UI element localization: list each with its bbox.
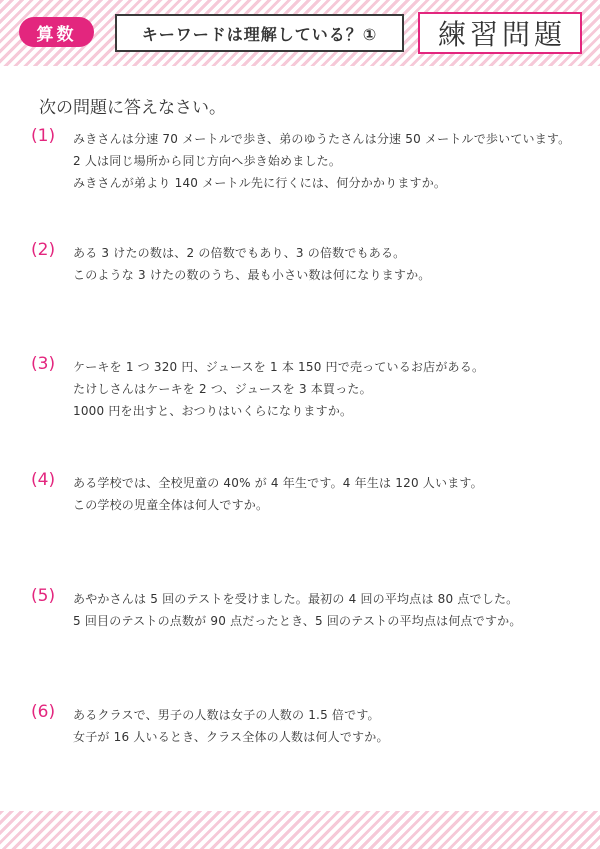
question-line: あやかさんは 5 回のテストを受けました。最初の 4 回の平均点は 80 点でした。 (73, 592, 519, 606)
question-line: 5 回目のテストの点数が 90 点だったとき、5 回のテストの平均点は何点ですか。 (73, 614, 522, 628)
question-number: (3) (31, 354, 56, 374)
question-line: この学校の児童全体は何人ですか。 (73, 498, 269, 512)
question-number: (1) (31, 126, 56, 146)
question-text (73, 588, 522, 632)
footer-stripe-band (0, 811, 600, 849)
question-line: ある学校では、全校児童の 40% が 4 年生です。4 年生は 120 人います。 (73, 476, 483, 490)
question-number: (6) (31, 702, 56, 722)
question-text (73, 242, 430, 286)
question-number: (2) (31, 240, 56, 260)
question-line: ある 3 けたの数は、2 の倍数でもあり、3 の倍数でもある。 (73, 246, 406, 260)
question-text (73, 128, 570, 194)
instruction-text: 次の問題に答えなさい。 (39, 98, 226, 118)
question-line: たけしさんはケーキを 2 つ、ジュースを 3 本買った。 (73, 382, 372, 396)
question-line: ケーキを 1 つ 320 円、ジュースを 1 本 150 円で売っているお店がある。 (73, 360, 485, 374)
question-line: 女子が 16 人いるとき、クラス全体の人数は何人ですか。 (73, 730, 389, 744)
question-line: このような 3 けたの数のうち、最も小さい数は何になりますか。 (73, 268, 431, 282)
question-line: あるクラスで、男子の人数は女子の人数の 1.5 倍です。 (73, 708, 380, 722)
section-label: 練習問題 (418, 12, 582, 54)
question-line: みきさんが弟より 140 メートル先に行くには、何分かかりますか。 (73, 176, 447, 190)
question-number: (5) (31, 586, 56, 606)
question-text (73, 356, 484, 422)
question-text (73, 472, 483, 516)
question-line: 1000 円を出すと、おつりはいくらになりますか。 (73, 404, 353, 418)
question-line: みきさんは分速 70 メートルで歩き、弟のゆうたさんは分速 50 メートルで歩いています。 (73, 132, 571, 146)
question-number: (4) (31, 470, 56, 490)
worksheet-title: キーワードは理解している？① (115, 14, 404, 52)
question-text (73, 704, 389, 748)
question-line: 2 人は同じ場所から同じ方向へ歩き始めました。 (73, 154, 342, 168)
subject-badge: 算数 (19, 17, 94, 47)
